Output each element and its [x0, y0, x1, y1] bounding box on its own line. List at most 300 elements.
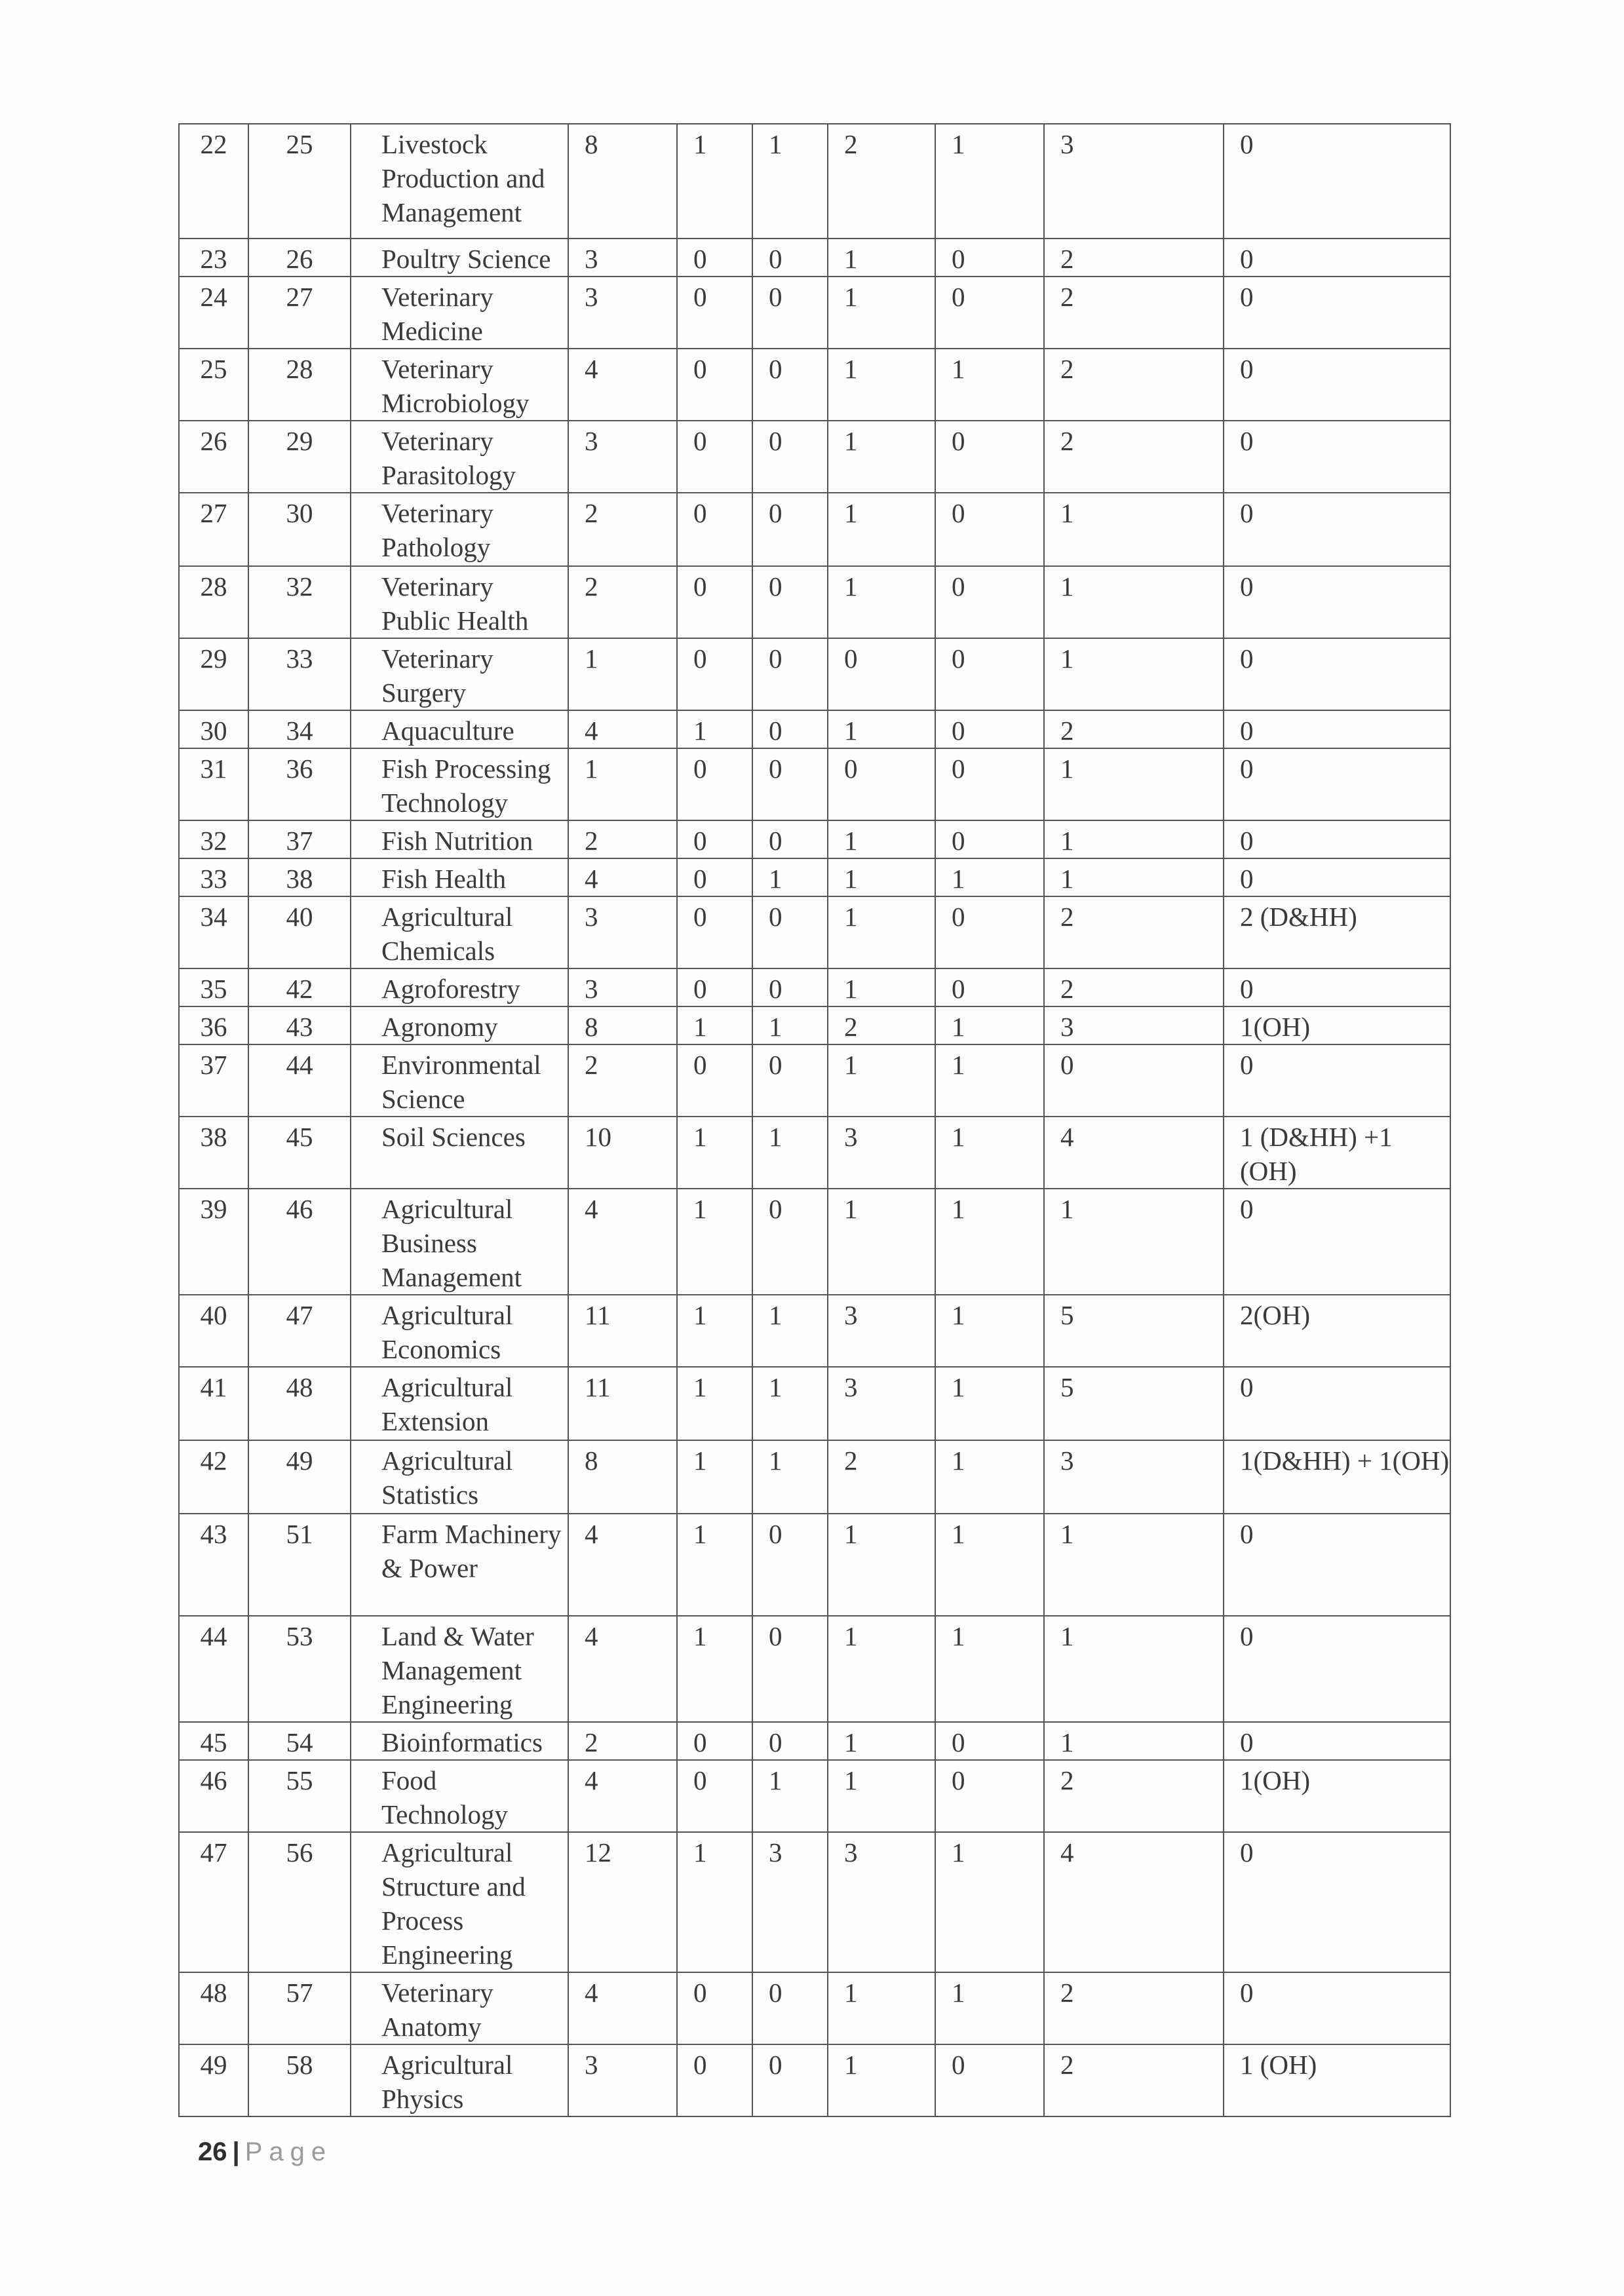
serial-number-cell: 27 — [179, 493, 248, 566]
count-cell: 0 — [935, 896, 1044, 968]
serial-number-cell: 39 — [179, 1189, 248, 1295]
subject-code-cell: 34 — [248, 710, 351, 748]
count-cell: 2 — [1044, 349, 1224, 421]
serial-number-cell: 36 — [179, 1006, 248, 1044]
count-cell: 1 — [828, 968, 935, 1006]
count-cell: 0 — [752, 566, 828, 638]
subject-name-cell: Agricultural Chemicals — [351, 896, 568, 968]
count-cell: 4 — [568, 1189, 677, 1295]
disability-reservation-cell: 0 — [1224, 1616, 1450, 1722]
count-cell: 1 — [935, 1189, 1044, 1295]
count-cell: 0 — [935, 566, 1044, 638]
count-cell: 3 — [568, 239, 677, 277]
count-cell: 2 — [568, 820, 677, 858]
count-cell: 1 — [935, 858, 1044, 896]
serial-number-cell: 45 — [179, 1722, 248, 1760]
count-cell: 3 — [568, 968, 677, 1006]
count-cell: 0 — [752, 1616, 828, 1722]
disability-reservation-cell: 0 — [1224, 1514, 1450, 1616]
subject-name-cell: Agricultural Structure and Process Engineering — [351, 1832, 568, 1972]
count-cell: 1 — [828, 239, 935, 277]
count-cell: 1 — [1044, 1616, 1224, 1722]
count-cell: 1 — [828, 710, 935, 748]
subject-code-cell: 57 — [248, 1972, 351, 2044]
count-cell: 1 — [677, 1006, 752, 1044]
subject-name-cell: Soil Sciences — [351, 1117, 568, 1189]
count-cell: 2 — [1044, 1760, 1224, 1832]
count-cell: 1 — [828, 896, 935, 968]
count-cell: 2 — [1044, 896, 1224, 968]
disability-reservation-cell: 0 — [1224, 566, 1450, 638]
subject-name-cell: Veterinary Pathology — [351, 493, 568, 566]
subject-name-cell: Veterinary Public Health — [351, 566, 568, 638]
serial-number-cell: 24 — [179, 277, 248, 349]
count-cell: 1 — [935, 1616, 1044, 1722]
count-cell: 1 — [568, 748, 677, 820]
subject-code-cell: 28 — [248, 349, 351, 421]
count-cell: 3 — [828, 1367, 935, 1440]
disability-reservation-cell: 2 (D&HH) — [1224, 896, 1450, 968]
serial-number-cell: 40 — [179, 1295, 248, 1367]
count-cell: 0 — [677, 820, 752, 858]
subject-code-cell: 53 — [248, 1616, 351, 1722]
count-cell: 1 — [935, 1514, 1044, 1616]
subject-code-cell: 54 — [248, 1722, 351, 1760]
count-cell: 0 — [752, 638, 828, 710]
count-cell: 3 — [568, 421, 677, 493]
serial-number-cell: 47 — [179, 1832, 248, 1972]
count-cell: 0 — [677, 858, 752, 896]
disability-reservation-cell: 1 (OH) — [1224, 2044, 1450, 2116]
subject-name-cell: Agronomy — [351, 1006, 568, 1044]
count-cell: 1 — [1044, 638, 1224, 710]
count-cell: 1 — [752, 1006, 828, 1044]
serial-number-cell: 46 — [179, 1760, 248, 1832]
count-cell: 4 — [568, 710, 677, 748]
count-cell: 1 — [828, 1044, 935, 1117]
count-cell: 1 — [935, 349, 1044, 421]
subject-code-cell: 48 — [248, 1367, 351, 1440]
disability-reservation-cell: 0 — [1224, 968, 1450, 1006]
serial-number-cell: 43 — [179, 1514, 248, 1616]
subject-name-cell: Agricultural Extension — [351, 1367, 568, 1440]
reservation-table — [178, 123, 1451, 2117]
count-cell: 2 — [1044, 1972, 1224, 2044]
count-cell: 0 — [752, 968, 828, 1006]
subject-code-cell: 25 — [248, 124, 351, 239]
table-row — [179, 277, 1450, 349]
count-cell: 4 — [568, 1616, 677, 1722]
subject-code-cell: 30 — [248, 493, 351, 566]
count-cell: 1 — [828, 493, 935, 566]
disability-reservation-cell: 0 — [1224, 820, 1450, 858]
count-cell: 0 — [677, 638, 752, 710]
count-cell: 1 — [752, 858, 828, 896]
count-cell: 1 — [935, 1044, 1044, 1117]
count-cell: 2 — [1044, 2044, 1224, 2116]
table-row — [179, 638, 1450, 710]
table-body — [179, 124, 1450, 2116]
count-cell: 4 — [1044, 1832, 1224, 1972]
count-cell: 2 — [1044, 239, 1224, 277]
table-row — [179, 1367, 1450, 1440]
count-cell: 0 — [752, 1722, 828, 1760]
page-footer — [198, 2137, 332, 2167]
disability-reservation-cell: 1 (D&HH) +1 (OH) — [1224, 1117, 1450, 1189]
count-cell: 1 — [828, 1760, 935, 1832]
subject-code-cell: 32 — [248, 566, 351, 638]
count-cell: 0 — [935, 421, 1044, 493]
count-cell: 1 — [677, 124, 752, 239]
disability-reservation-cell: 1(OH) — [1224, 1006, 1450, 1044]
serial-number-cell: 32 — [179, 820, 248, 858]
count-cell: 0 — [935, 1722, 1044, 1760]
disability-reservation-cell: 0 — [1224, 277, 1450, 349]
count-cell: 1 — [828, 1514, 935, 1616]
count-cell: 1 — [935, 1832, 1044, 1972]
count-cell: 0 — [935, 2044, 1044, 2116]
subject-code-cell: 38 — [248, 858, 351, 896]
count-cell: 8 — [568, 124, 677, 239]
subject-code-cell: 45 — [248, 1117, 351, 1189]
table-row — [179, 858, 1450, 896]
disability-reservation-cell: 0 — [1224, 239, 1450, 277]
disability-reservation-cell: 0 — [1224, 1189, 1450, 1295]
table-row — [179, 968, 1450, 1006]
subject-name-cell: Environmental Science — [351, 1044, 568, 1117]
disability-reservation-cell: 0 — [1224, 124, 1450, 239]
count-cell: 2 — [828, 124, 935, 239]
count-cell: 0 — [677, 1972, 752, 2044]
serial-number-cell: 25 — [179, 349, 248, 421]
count-cell: 4 — [568, 1972, 677, 2044]
serial-number-cell: 30 — [179, 710, 248, 748]
count-cell: 1 — [752, 1117, 828, 1189]
count-cell: 0 — [677, 566, 752, 638]
count-cell: 3 — [752, 1832, 828, 1972]
count-cell: 0 — [935, 968, 1044, 1006]
table-row — [179, 1440, 1450, 1514]
count-cell: 0 — [752, 239, 828, 277]
count-cell: 0 — [677, 2044, 752, 2116]
disability-reservation-cell: 1(OH) — [1224, 1760, 1450, 1832]
serial-number-cell: 23 — [179, 239, 248, 277]
serial-number-cell: 29 — [179, 638, 248, 710]
count-cell: 0 — [752, 1514, 828, 1616]
disability-reservation-cell: 0 — [1224, 1832, 1450, 1972]
serial-number-cell: 41 — [179, 1367, 248, 1440]
disability-reservation-cell: 0 — [1224, 858, 1450, 896]
count-cell: 5 — [1044, 1367, 1224, 1440]
page-number: 26 — [198, 2137, 227, 2166]
count-cell: 3 — [1044, 1006, 1224, 1044]
count-cell: 0 — [752, 820, 828, 858]
count-cell: 1 — [1044, 1722, 1224, 1760]
count-cell: 0 — [677, 493, 752, 566]
table-row — [179, 2044, 1450, 2116]
count-cell: 11 — [568, 1295, 677, 1367]
table-row — [179, 1514, 1450, 1616]
count-cell: 2 — [1044, 710, 1224, 748]
count-cell: 1 — [677, 1514, 752, 1616]
count-cell: 0 — [935, 748, 1044, 820]
count-cell: 1 — [1044, 566, 1224, 638]
serial-number-cell: 42 — [179, 1440, 248, 1514]
count-cell: 1 — [568, 638, 677, 710]
subject-name-cell: Veterinary Surgery — [351, 638, 568, 710]
count-cell: 2 — [568, 1722, 677, 1760]
table-row — [179, 1189, 1450, 1295]
table-row — [179, 1006, 1450, 1044]
serial-number-cell: 35 — [179, 968, 248, 1006]
serial-number-cell: 37 — [179, 1044, 248, 1117]
count-cell: 1 — [828, 1972, 935, 2044]
count-cell: 1 — [935, 1972, 1044, 2044]
disability-reservation-cell: 0 — [1224, 493, 1450, 566]
count-cell: 1 — [677, 1117, 752, 1189]
serial-number-cell: 33 — [179, 858, 248, 896]
page-label: Page — [244, 2137, 333, 2166]
count-cell: 0 — [935, 239, 1044, 277]
count-cell: 4 — [568, 858, 677, 896]
subject-name-cell: Veterinary Medicine — [351, 277, 568, 349]
count-cell: 2 — [568, 566, 677, 638]
count-cell: 3 — [1044, 124, 1224, 239]
disability-reservation-cell: 2(OH) — [1224, 1295, 1450, 1367]
count-cell: 0 — [752, 1972, 828, 2044]
count-cell: 11 — [568, 1367, 677, 1440]
subject-code-cell: 43 — [248, 1006, 351, 1044]
count-cell: 0 — [752, 493, 828, 566]
count-cell: 0 — [752, 421, 828, 493]
count-cell: 1 — [828, 1189, 935, 1295]
subject-code-cell: 46 — [248, 1189, 351, 1295]
count-cell: 3 — [1044, 1440, 1224, 1514]
disability-reservation-cell: 0 — [1224, 638, 1450, 710]
count-cell: 1 — [677, 1616, 752, 1722]
count-cell: 0 — [752, 277, 828, 349]
count-cell: 4 — [568, 1514, 677, 1616]
count-cell: 2 — [828, 1006, 935, 1044]
subject-name-cell: Veterinary Microbiology — [351, 349, 568, 421]
serial-number-cell: 28 — [179, 566, 248, 638]
serial-number-cell: 34 — [179, 896, 248, 968]
count-cell: 8 — [568, 1006, 677, 1044]
subject-name-cell: Fish Health — [351, 858, 568, 896]
count-cell: 4 — [568, 1760, 677, 1832]
table-row — [179, 1972, 1450, 2044]
count-cell: 0 — [752, 1189, 828, 1295]
count-cell: 1 — [828, 858, 935, 896]
count-cell: 1 — [752, 1295, 828, 1367]
subject-name-cell: Veterinary Anatomy — [351, 1972, 568, 2044]
subject-name-cell: Livestock Production and Management — [351, 124, 568, 239]
count-cell: 1 — [1044, 1514, 1224, 1616]
count-cell: 1 — [752, 124, 828, 239]
subject-name-cell: Agricultural Physics — [351, 2044, 568, 2116]
count-cell: 1 — [1044, 493, 1224, 566]
disability-reservation-cell: 0 — [1224, 748, 1450, 820]
count-cell: 3 — [568, 2044, 677, 2116]
table-row — [179, 493, 1450, 566]
count-cell: 0 — [752, 710, 828, 748]
disability-reservation-cell: 0 — [1224, 1367, 1450, 1440]
count-cell: 3 — [568, 896, 677, 968]
count-cell: 1 — [935, 124, 1044, 239]
serial-number-cell: 26 — [179, 421, 248, 493]
serial-number-cell: 48 — [179, 1972, 248, 2044]
page-separator: | — [232, 2137, 240, 2166]
count-cell: 1 — [677, 710, 752, 748]
count-cell: 2 — [1044, 277, 1224, 349]
subject-name-cell: Farm Machinery & Power — [351, 1514, 568, 1616]
table-row — [179, 820, 1450, 858]
subject-name-cell: Veterinary Parasitology — [351, 421, 568, 493]
count-cell: 0 — [677, 748, 752, 820]
count-cell: 0 — [1044, 1044, 1224, 1117]
count-cell: 1 — [935, 1295, 1044, 1367]
subject-code-cell: 36 — [248, 748, 351, 820]
count-cell: 0 — [752, 349, 828, 421]
count-cell: 0 — [752, 1044, 828, 1117]
table-row — [179, 566, 1450, 638]
count-cell: 1 — [677, 1832, 752, 1972]
count-cell: 0 — [935, 493, 1044, 566]
table-row — [179, 1295, 1450, 1367]
count-cell: 1 — [935, 1117, 1044, 1189]
count-cell: 0 — [677, 277, 752, 349]
disability-reservation-cell: 1(D&HH) + 1(OH) — [1224, 1440, 1450, 1514]
subject-code-cell: 51 — [248, 1514, 351, 1616]
disability-reservation-cell: 0 — [1224, 421, 1450, 493]
subject-code-cell: 58 — [248, 2044, 351, 2116]
count-cell: 0 — [677, 1044, 752, 1117]
table-row — [179, 1616, 1450, 1722]
count-cell: 1 — [828, 349, 935, 421]
count-cell: 0 — [935, 1760, 1044, 1832]
count-cell: 0 — [935, 710, 1044, 748]
count-cell: 0 — [828, 638, 935, 710]
serial-number-cell: 49 — [179, 2044, 248, 2116]
count-cell: 0 — [677, 239, 752, 277]
count-cell: 1 — [935, 1367, 1044, 1440]
count-cell: 1 — [828, 2044, 935, 2116]
subject-code-cell: 56 — [248, 1832, 351, 1972]
count-cell: 0 — [828, 748, 935, 820]
table-row — [179, 1760, 1450, 1832]
count-cell: 2 — [568, 1044, 677, 1117]
count-cell: 0 — [935, 638, 1044, 710]
count-cell: 0 — [677, 421, 752, 493]
table-row — [179, 349, 1450, 421]
count-cell: 2 — [1044, 968, 1224, 1006]
subject-name-cell: Fish Nutrition — [351, 820, 568, 858]
count-cell: 1 — [1044, 748, 1224, 820]
subject-code-cell: 55 — [248, 1760, 351, 1832]
count-cell: 4 — [1044, 1117, 1224, 1189]
count-cell: 1 — [752, 1367, 828, 1440]
table-row — [179, 1044, 1450, 1117]
count-cell: 0 — [677, 968, 752, 1006]
count-cell: 0 — [752, 748, 828, 820]
subject-code-cell: 47 — [248, 1295, 351, 1367]
subject-name-cell: Agricultural Economics — [351, 1295, 568, 1367]
table-row — [179, 748, 1450, 820]
count-cell: 0 — [935, 820, 1044, 858]
count-cell: 3 — [828, 1832, 935, 1972]
count-cell: 0 — [677, 349, 752, 421]
count-cell: 12 — [568, 1832, 677, 1972]
count-cell: 0 — [935, 277, 1044, 349]
subject-code-cell: 29 — [248, 421, 351, 493]
count-cell: 1 — [828, 421, 935, 493]
disability-reservation-cell: 0 — [1224, 1044, 1450, 1117]
count-cell: 3 — [828, 1117, 935, 1189]
count-cell: 0 — [752, 2044, 828, 2116]
table-row — [179, 421, 1450, 493]
count-cell: 5 — [1044, 1295, 1224, 1367]
count-cell: 3 — [828, 1295, 935, 1367]
count-cell: 1 — [935, 1440, 1044, 1514]
serial-number-cell: 44 — [179, 1616, 248, 1722]
subject-code-cell: 33 — [248, 638, 351, 710]
subject-name-cell: Food Technology — [351, 1760, 568, 1832]
count-cell: 1 — [828, 566, 935, 638]
serial-number-cell: 22 — [179, 124, 248, 239]
table-row — [179, 896, 1450, 968]
count-cell: 0 — [677, 1760, 752, 1832]
count-cell: 0 — [677, 1722, 752, 1760]
subject-name-cell: Agricultural Business Management — [351, 1189, 568, 1295]
count-cell: 1 — [828, 1616, 935, 1722]
disability-reservation-cell: 0 — [1224, 1972, 1450, 2044]
subject-code-cell: 42 — [248, 968, 351, 1006]
serial-number-cell: 31 — [179, 748, 248, 820]
subject-code-cell: 26 — [248, 239, 351, 277]
count-cell: 4 — [568, 349, 677, 421]
count-cell: 1 — [1044, 820, 1224, 858]
count-cell: 2 — [568, 493, 677, 566]
count-cell: 1 — [677, 1295, 752, 1367]
table-row — [179, 1722, 1450, 1760]
table-row — [179, 124, 1450, 239]
disability-reservation-cell: 0 — [1224, 710, 1450, 748]
count-cell: 10 — [568, 1117, 677, 1189]
disability-reservation-cell: 0 — [1224, 1722, 1450, 1760]
count-cell: 1 — [828, 277, 935, 349]
count-cell: 1 — [828, 1722, 935, 1760]
subject-name-cell: Agricultural Statistics — [351, 1440, 568, 1514]
count-cell: 1 — [677, 1440, 752, 1514]
subject-code-cell: 40 — [248, 896, 351, 968]
subject-code-cell: 44 — [248, 1044, 351, 1117]
table-row — [179, 1117, 1450, 1189]
count-cell: 2 — [1044, 421, 1224, 493]
count-cell: 1 — [677, 1367, 752, 1440]
disability-reservation-cell: 0 — [1224, 349, 1450, 421]
table-row — [179, 1832, 1450, 1972]
subject-name-cell: Agroforestry — [351, 968, 568, 1006]
count-cell: 1 — [752, 1760, 828, 1832]
subject-name-cell: Fish Processing Technology — [351, 748, 568, 820]
subject-name-cell: Land & Water Management Engineering — [351, 1616, 568, 1722]
subject-code-cell: 37 — [248, 820, 351, 858]
table-row — [179, 239, 1450, 277]
count-cell: 1 — [677, 1189, 752, 1295]
subject-name-cell: Bioinformatics — [351, 1722, 568, 1760]
count-cell: 8 — [568, 1440, 677, 1514]
count-cell: 2 — [828, 1440, 935, 1514]
